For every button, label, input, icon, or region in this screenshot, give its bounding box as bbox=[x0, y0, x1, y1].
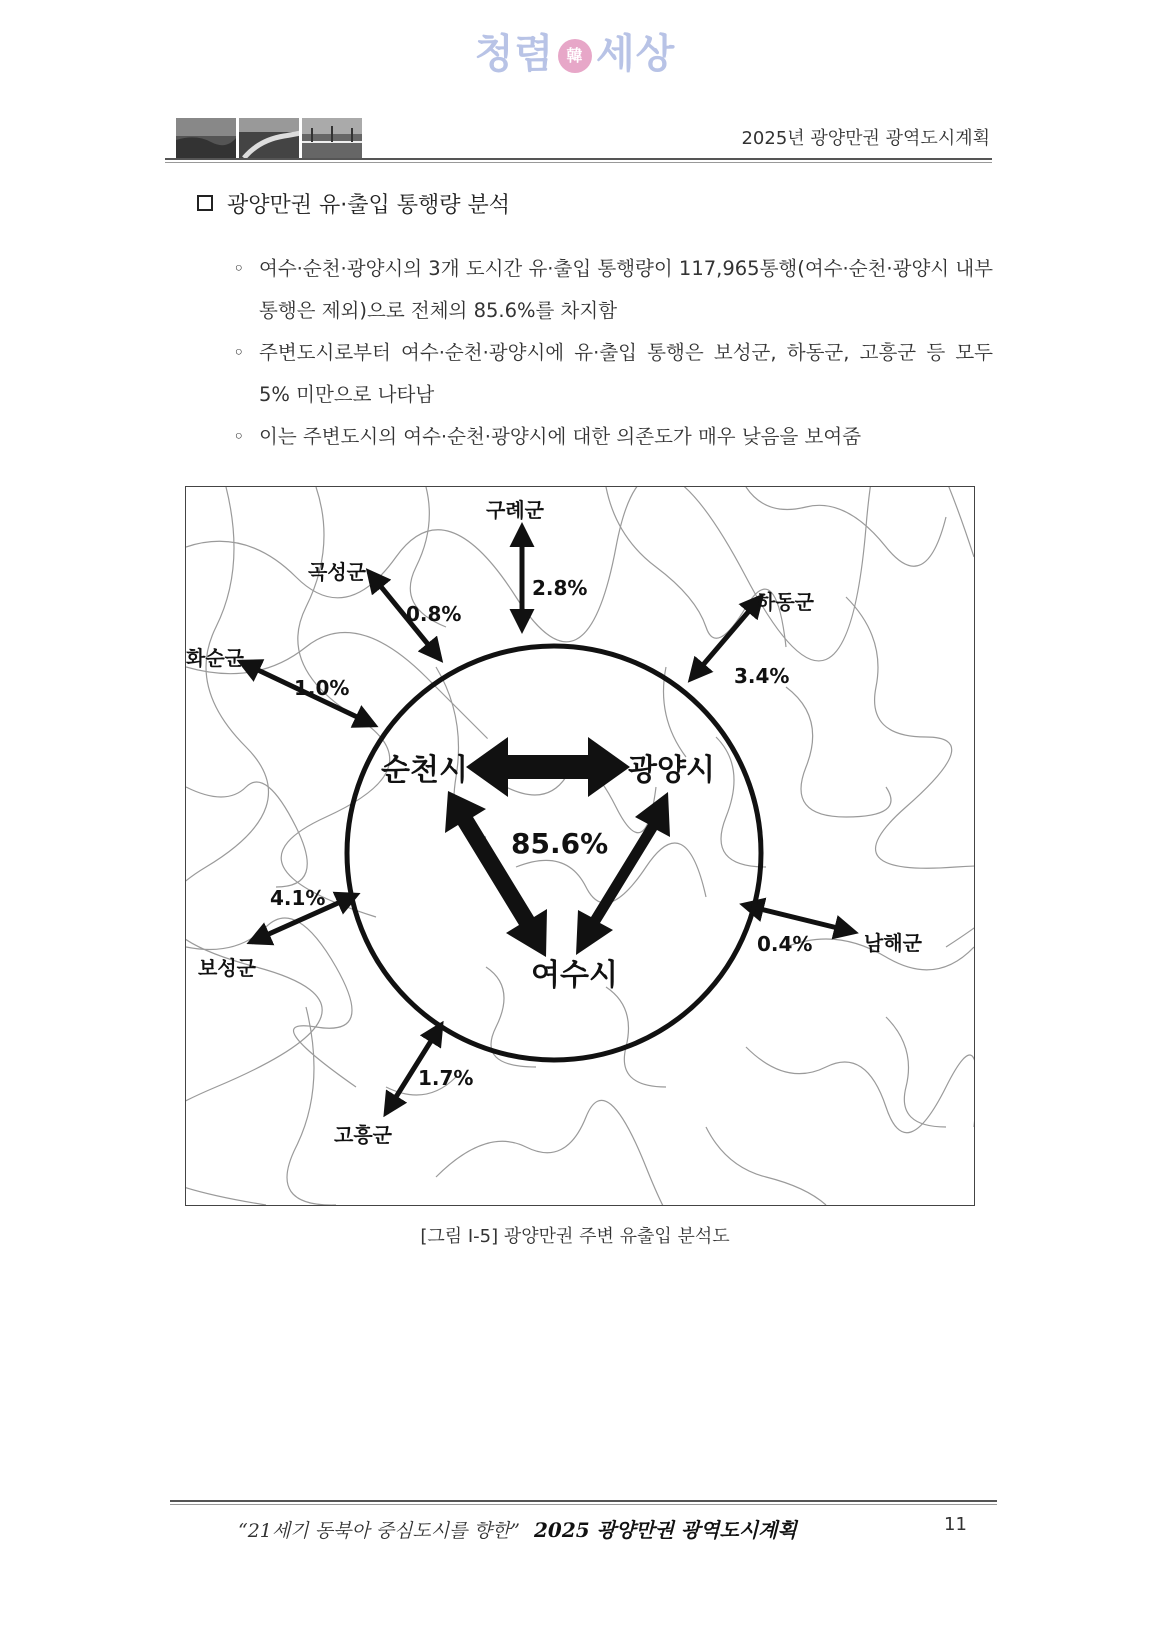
block-arrow-suncheon-yeosu bbox=[445, 791, 547, 957]
logo-text-right: 세상 bbox=[596, 31, 676, 77]
header-thumbnails bbox=[176, 118, 362, 158]
value-label-gurye: 2.8% bbox=[532, 576, 588, 600]
value-label-namhae: 0.4% bbox=[757, 932, 813, 956]
checkbox-bullet-icon bbox=[197, 195, 213, 211]
footer bbox=[238, 1514, 797, 1543]
regional-flow-arrows bbox=[241, 527, 854, 1113]
flow-arrow-namhae bbox=[744, 905, 854, 932]
region-label-hadong: 하동군 bbox=[756, 590, 814, 614]
value-label-hwasun: 1.0% bbox=[294, 676, 350, 700]
block-arrow-gwangyang-yeosu bbox=[576, 792, 670, 955]
region-label-namhae: 남해군 bbox=[864, 931, 922, 955]
section-title bbox=[197, 188, 510, 219]
footer-rule-thin bbox=[170, 1504, 997, 1505]
thumbnail-river bbox=[239, 118, 299, 158]
logo-text-left: 청렴 bbox=[474, 31, 554, 77]
figure-caption: [그림 Ⅰ-5] 광양만권 주변 유출입 분석도 bbox=[420, 1226, 730, 1247]
footer-slogan: “21세기 동북아 중심도시를 향한” bbox=[238, 1520, 520, 1542]
city-label-yeosu: 여수시 bbox=[531, 958, 618, 993]
flow-map-svg bbox=[186, 487, 974, 1205]
page-number: 11 bbox=[944, 1514, 967, 1535]
thumbnail-bridge bbox=[302, 118, 362, 158]
flow-map-figure bbox=[185, 486, 975, 1206]
region-label-goheung: 고흥군 bbox=[334, 1123, 392, 1147]
region-label-boseong: 보성군 bbox=[198, 956, 256, 980]
value-label-boseong: 4.1% bbox=[270, 886, 326, 910]
header-rule-thin bbox=[165, 162, 992, 163]
region-label-gurye: 구례군 bbox=[486, 498, 544, 522]
value-label-gokseong: 0.8% bbox=[406, 602, 462, 626]
bullet-item: ◦ 여수·순천·광양시의 3개 도시간 유·출입 통행량이 117,965통행(여수·순천·광양시 내부 통행은 제외)으로 전체의 85.6%를 차지함 bbox=[233, 248, 993, 332]
region-label-gokseong: 곡성군 bbox=[308, 560, 366, 584]
logo-emblem: 韓 bbox=[558, 39, 592, 73]
header-rule bbox=[165, 158, 992, 160]
bullet-item: ◦ 주변도시로부터 여수·순천·광양시에 유·출입 통행은 보성군, 하동군, 고흥군 등 모두 5% 미만으로 나타남 bbox=[233, 332, 993, 416]
thumbnail-coast bbox=[176, 118, 236, 158]
document-header-title: 2025년 광양만권 광역도시계획 bbox=[741, 128, 990, 149]
region-label-hwasun: 화순군 bbox=[186, 646, 244, 670]
footer-rule bbox=[170, 1500, 997, 1502]
bullet-list bbox=[233, 248, 993, 458]
footer-plan-title: 2025 광양만권 광역도시계획 bbox=[533, 1518, 797, 1542]
bullet-item: ◦ 이는 주변도시의 여수·순천·광양시에 대한 의존도가 매우 낮음을 보여줌 bbox=[233, 416, 993, 458]
city-label-gwangyang: 광양시 bbox=[628, 753, 715, 788]
center-value-label: 85.6% bbox=[511, 827, 609, 860]
section-title-text: 광양만권 유·출입 통행량 분석 bbox=[227, 193, 510, 218]
value-label-goheung: 1.7% bbox=[418, 1066, 474, 1090]
logo bbox=[0, 22, 1150, 79]
value-label-hadong: 3.4% bbox=[734, 664, 790, 688]
city-label-suncheon: 순천시 bbox=[381, 753, 468, 788]
